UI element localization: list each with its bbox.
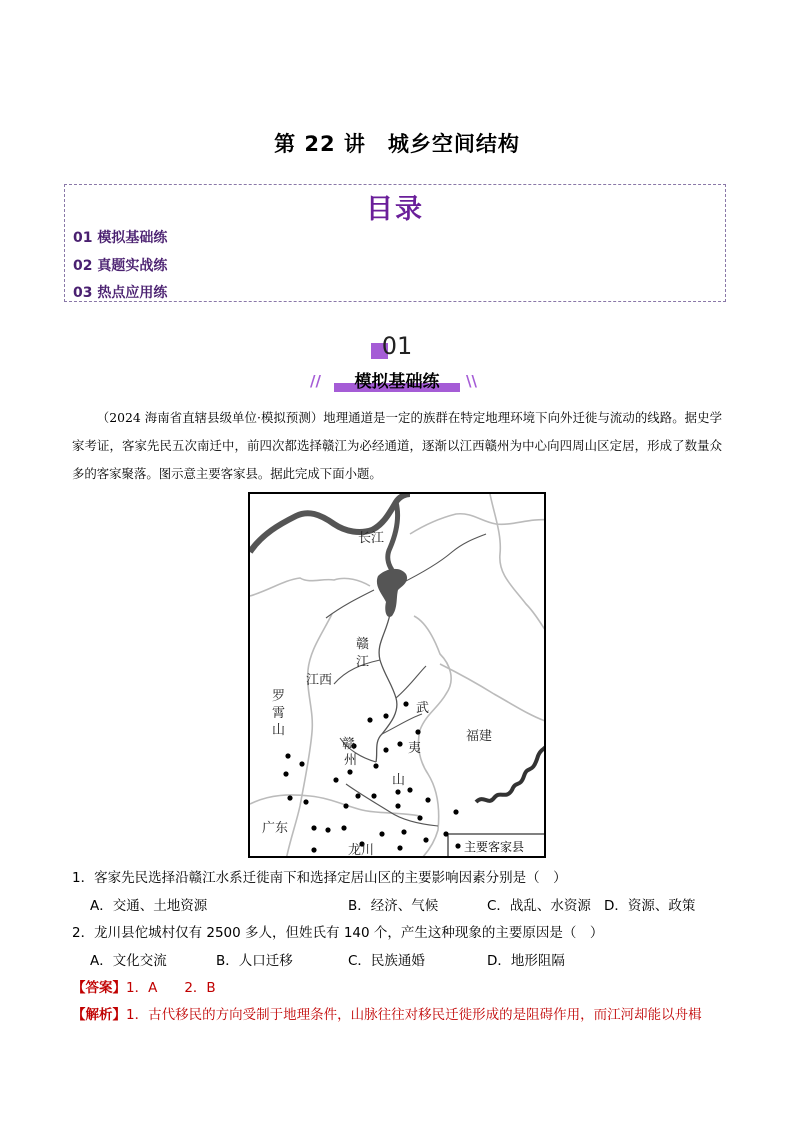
boundary-southeast (440, 664, 546, 722)
boundary-northeast (410, 514, 546, 534)
label-ganzhou-1: 赣 (342, 737, 356, 752)
section-deco-left: // (310, 372, 321, 390)
question-1-option-c[interactable]: C．战乱、水资源 (487, 898, 591, 914)
poyang-tributary-1 (400, 534, 486, 584)
label-wuyi-2: 夷 (408, 741, 422, 756)
question-2-option-a[interactable]: A．文化交流 (90, 953, 167, 969)
label-luoxiao-2: 霄 (272, 706, 286, 721)
boundary-south (250, 795, 420, 816)
toc-item-1[interactable]: 01 模拟基础练 (73, 230, 168, 246)
question-1-option-b[interactable]: B．经济、气候 (348, 898, 439, 914)
south-river (346, 784, 438, 826)
label-fujian: 福建 (466, 729, 493, 744)
label-gan-2: 江 (356, 655, 370, 670)
answer-line (72, 976, 216, 996)
analysis-tag: 【解析】 (72, 1007, 126, 1023)
question-1-stem: 1．客家先民选择沿赣江水系迁徙南下和选择定居山区的主要影响因素分别是（ ） (72, 870, 567, 886)
page-title: 第 22 讲 城乡空间结构 (274, 132, 520, 156)
intro-paragraph: （2024 海南省直辖县级单位·模拟预测）地理通道是一定的族群在特定地理环境下向外迁徙与流动的线路。据史学家考证，客家先民五次南迁中，前四次都选择赣江为必经通道，逐渐以江西赣州为中心向四周山区定居，形成了数量众多的客家聚落。图示意主要客家县。据此完成下面小题。 (72, 410, 722, 481)
question-2-option-c[interactable]: C．民族通婚 (348, 953, 425, 969)
boundary-northeast-2 (490, 494, 546, 634)
toc-item-2[interactable]: 02 真题实战练 (73, 258, 168, 274)
hakka-map (248, 492, 546, 858)
label-gan-1: 赣 (356, 637, 370, 652)
question-1-option-d[interactable]: D．资源、政策 (604, 898, 696, 914)
table-of-contents (64, 184, 726, 302)
map-legend (448, 834, 546, 858)
toc-heading: 目录 (366, 194, 424, 225)
label-guangdong: 广东 (262, 821, 289, 836)
label-jiangxi: 江西 (306, 673, 333, 688)
section-number-text: 01 (381, 332, 413, 360)
analysis-line (72, 1003, 702, 1023)
section-name (326, 366, 468, 394)
hakka-county-dots (283, 701, 458, 852)
section-number (0, 332, 794, 360)
boundary-west (286, 614, 332, 858)
answer-tag: 【答案】 (72, 980, 126, 996)
label-longchuan: 龙川 (348, 843, 375, 858)
question-1-option-a[interactable]: A．交通、土地资源 (90, 898, 208, 914)
poyang-tributary-2 (326, 590, 374, 618)
section-name-text: 模拟基础练 (354, 372, 440, 392)
boundary-east (414, 616, 451, 858)
gan-river (376, 614, 397, 762)
label-luoxiao-3: 山 (272, 723, 286, 738)
question-2-stem: 2．龙川县佗城村仅有 2500 多人，但姓氏有 140 个，产生这种现象的主要原因是（ ） (72, 925, 604, 941)
analysis-text: 1．古代移民的方向受制于地理条件，山脉往往对移民迁徙形成的是阻碍作用，而江河却能以舟楫 (126, 1007, 702, 1023)
poyang-lake (377, 569, 407, 617)
section-deco-right: \\ (466, 372, 477, 390)
gan-tributary-2 (396, 666, 426, 698)
label-wuyi-3: 山 (392, 773, 406, 788)
toc-item-3[interactable]: 03 热点应用练 (73, 285, 168, 301)
label-luoxiao-1: 罗 (272, 689, 286, 704)
coastline (476, 740, 546, 802)
answer-text: 1．A 2．B (126, 980, 216, 996)
question-2-option-d[interactable]: D．地形阻隔 (487, 953, 565, 969)
label-ganzhou-2: 州 (344, 753, 358, 768)
question-2-option-b[interactable]: B．人口迁移 (216, 953, 293, 969)
legend-label: 主要客家县 (464, 840, 525, 854)
label-changjiang: 长江 (358, 531, 385, 546)
yangtze-river (250, 494, 410, 552)
label-wuyi-1: 武 (416, 701, 430, 716)
boundary-north (250, 578, 370, 596)
